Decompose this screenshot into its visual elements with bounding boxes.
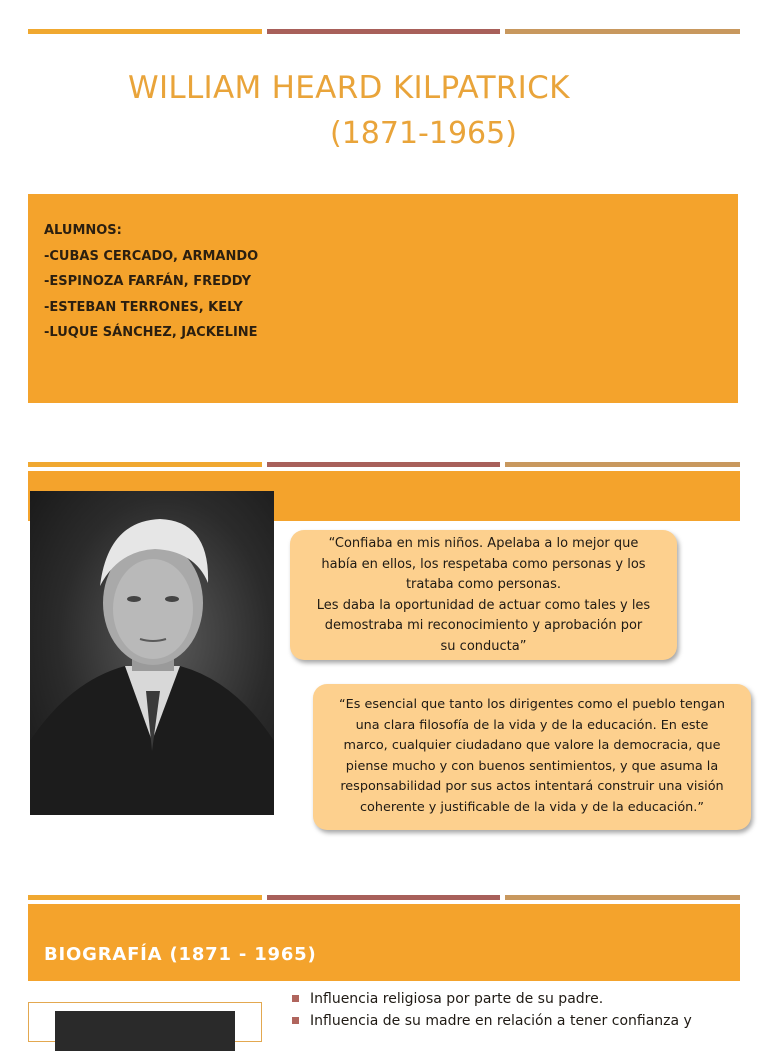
stripe-tan-2 <box>505 462 740 467</box>
slide-subtitle-years: (1871-1965) <box>330 116 517 151</box>
bullet-square-icon <box>292 995 299 1002</box>
portrait-photo <box>30 491 274 815</box>
biography-photo <box>28 1002 262 1042</box>
quote-line: había en ellos, los respetaba como personas y los <box>321 556 646 572</box>
stripe-orange-2 <box>28 462 262 467</box>
quote-line: trataba como personas. <box>405 577 562 592</box>
biography-bullets <box>290 988 760 1032</box>
quote-line: Les daba la oportunidad de actuar como tales y les <box>316 597 651 613</box>
student-name: -ESPINOZA FARFÁN, FREDDY <box>44 274 252 289</box>
quote-line: piense mucho y con buenos sentimientos, y que asuma la <box>345 758 719 774</box>
quote-line: responsabilidad por sus actos intentará construir una visión <box>340 779 724 794</box>
biography-title: BIOGRAFÍA (1871 - 1965) <box>44 944 317 965</box>
quote-line: coherente y justificable de la vida y de la educación.” <box>360 799 704 815</box>
quote-box-1 <box>290 530 677 660</box>
quote-line: “Confiaba en mis niños. Apelaba a lo mejor que <box>328 536 639 551</box>
stripe-brown-3 <box>267 895 500 900</box>
bullet-text: Influencia religiosa por parte de su padre. <box>310 991 604 1007</box>
top-stripe-tan <box>505 29 740 34</box>
list-item <box>290 1010 760 1032</box>
stripe-brown-2 <box>267 462 500 467</box>
quote-line: demostraba mi reconocimiento y aprobación por <box>324 618 643 633</box>
quote-box-2 <box>313 684 751 830</box>
biography-photo-inner <box>55 1011 235 1051</box>
student-name: -ESTEBAN TERRONES, KELY <box>44 299 243 315</box>
quote-line: su conducta” <box>440 638 527 654</box>
biography-header-band <box>28 904 740 981</box>
students-list <box>44 218 258 346</box>
list-item <box>290 988 760 1010</box>
top-stripe-brown <box>267 29 500 34</box>
quote-line: marco, cualquier ciudadano que valore la democracia, que <box>343 738 721 753</box>
students-label: ALUMNOS: <box>44 223 122 238</box>
student-name: -LUQUE SÁNCHEZ, JACKELINE <box>44 325 258 340</box>
stripe-tan-3 <box>505 895 740 900</box>
portrait-illustration <box>30 491 274 815</box>
top-stripe-orange <box>28 29 262 34</box>
bullet-square-icon <box>292 1017 299 1024</box>
quote-line: “Es esencial que tanto los dirigentes como el pueblo tengan <box>339 697 725 712</box>
student-name: -CUBAS CERCADO, ARMANDO <box>44 248 259 264</box>
bullet-text: Influencia de su madre en relación a tener confianza y <box>310 1013 692 1029</box>
stripe-orange-3 <box>28 895 262 900</box>
slide-title: WILLIAM HEARD KILPATRICK <box>128 70 570 106</box>
quote-line: una clara filosofía de la vida y de la educación. En este <box>355 717 709 733</box>
